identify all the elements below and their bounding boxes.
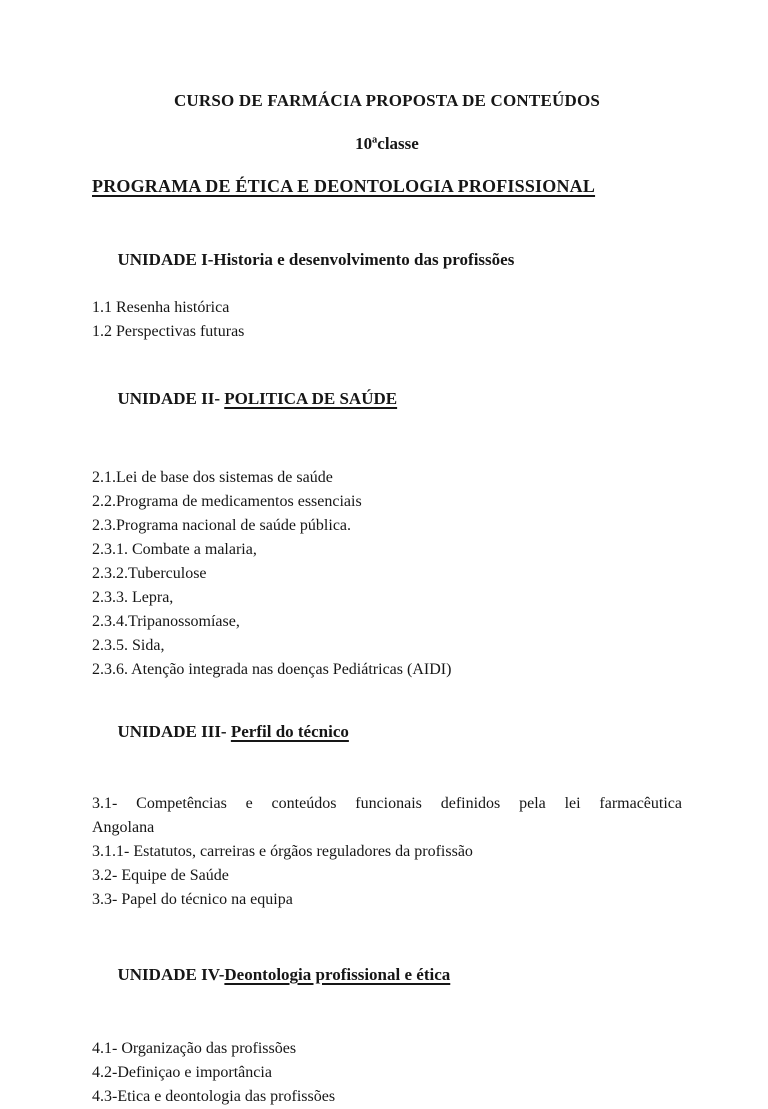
section-heading-underlined: Perfil do técnico: [230, 722, 349, 741]
list-item: 4.2-Definiçao e importância: [92, 1064, 272, 1081]
document-title: CURSO DE FARMÁCIA PROPOSTA DE CONTEÚDOS: [173, 91, 601, 110]
section-heading-underlined: POLITICA DE SAÚDE: [224, 389, 398, 408]
section-heading-plain: UNIDADE III-: [117, 722, 231, 741]
section-heading-plain: UNIDADE II-: [117, 389, 225, 408]
list-item: 2.1.Lei de base dos sistemas de saúde: [92, 469, 333, 486]
list-item: 2.3.1. Combate a malaria,: [92, 541, 257, 558]
list-item: 1.1 Resenha histórica: [92, 299, 230, 316]
list-item: 4.1- Organização das profissões: [92, 1040, 297, 1057]
section-items-unidade-1: [92, 296, 682, 344]
list-item: 2.3.4.Tripanossomíase,: [92, 613, 240, 630]
section-heading-unidade-4: [92, 939, 682, 1011]
list-item: 2.3.3. Lepra,: [92, 589, 174, 606]
list-item: 1.2 Perspectivas futuras: [92, 323, 245, 340]
list-item: 2.3.5. Sida,: [92, 637, 165, 654]
document-subtitle: 10ªclasse: [355, 134, 419, 153]
list-item: 3.2- Equipe de Saúde: [92, 867, 229, 884]
program-heading: PROGRAMA DE ÉTICA E DEONTOLOGIA PROFISSIONAL: [92, 176, 596, 196]
list-item: 2.3.2.Tuberculose: [92, 565, 207, 582]
list-item: 3.3- Papel do técnico na equipa: [92, 891, 293, 908]
section-heading-unidade-3: [92, 696, 682, 768]
section-heading-unidade-1: [92, 224, 682, 296]
section-heading-underlined: Deontologia profissional e ética: [224, 965, 451, 984]
list-item: 3.1- Competências e conteúdos funcionais definidos pela lei farmacêutica Angolana: [92, 795, 682, 836]
section-heading-unidade-2: [92, 363, 682, 435]
list-item: 3.1.1- Estatutos, carreiras e órgãos reguladores da profissão: [92, 843, 473, 860]
section-heading-plain: UNIDADE I-Historia e desenvolvimento das profissões: [117, 250, 515, 269]
section-heading-plain: UNIDADE IV-: [117, 965, 225, 984]
list-item: 4.3-Etica e deontologia das profissões: [92, 1088, 336, 1105]
list-item: 2.2.Programa de medicamentos essenciais: [92, 493, 362, 510]
list-item: 2.3.Programa nacional de saúde pública.: [92, 517, 352, 534]
document-content: [92, 0, 682, 1109]
section-items-unidade-4: [92, 1037, 682, 1109]
section-items-unidade-2: [92, 466, 682, 682]
list-item: 2.3.6. Atenção integrada nas doenças Pediátricas (AIDI): [92, 661, 452, 678]
section-items-unidade-3: [92, 792, 682, 912]
